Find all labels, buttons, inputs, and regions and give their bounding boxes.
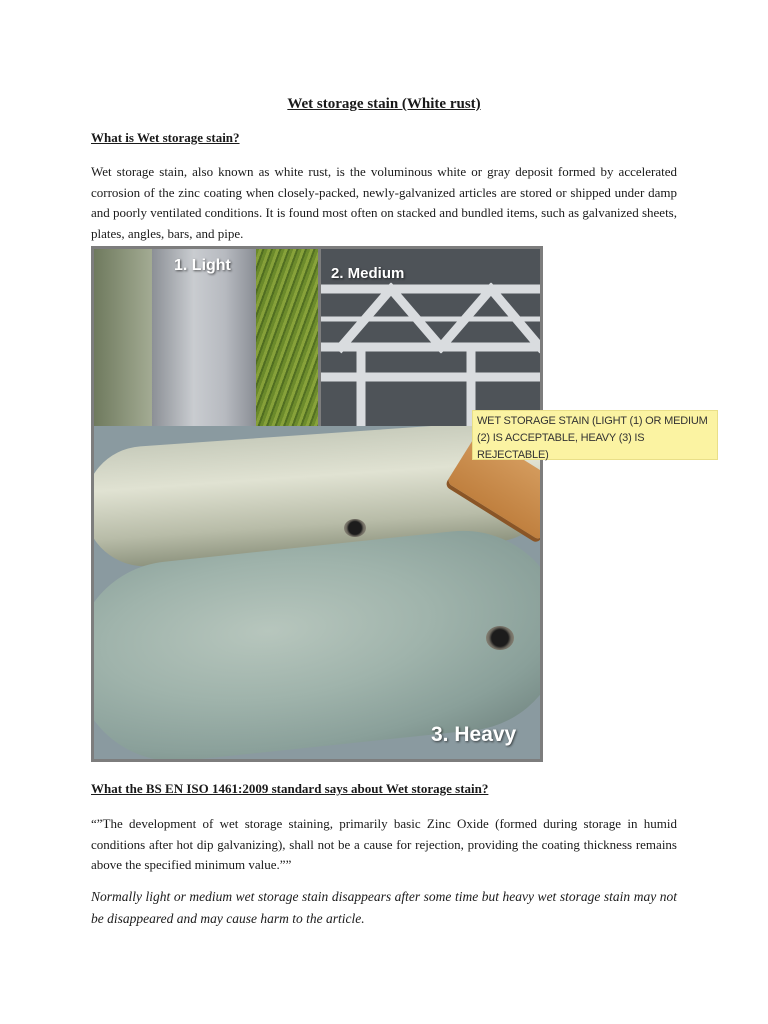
heavy-stain-photo bbox=[94, 426, 540, 759]
section-heading-what-is: What is Wet storage stain? bbox=[91, 130, 240, 145]
wet-storage-stain-figure bbox=[91, 246, 543, 762]
section-heading-standard: What the BS EN ISO 1461:2009 standard says about Wet storage stain? bbox=[91, 781, 489, 796]
pipe-hole bbox=[486, 626, 514, 650]
callout-line-2: (2) IS ACCEPTABLE, HEAVY (3) IS REJECTABLE) bbox=[477, 432, 645, 461]
standard-quote: “”The development of wet storage staining, primarily basic Zinc Oxide (formed during storage in humid conditions after hot dip galvanizing), shall not be a cause for rejection, providing the coating thickness remains above the specified minimum value.”” bbox=[91, 816, 677, 872]
storage-note: Normally light or medium wet storage stain disappears after some time but heavy wet storage stain may not be disappeared and may cause harm to the article. bbox=[91, 889, 677, 926]
acceptance-callout bbox=[472, 410, 718, 460]
document-title: Wet storage stain (White rust) bbox=[287, 96, 481, 112]
label-heavy: 3. Heavy bbox=[431, 723, 517, 746]
callout-line-1: WET STORAGE STAIN (LIGHT (1) OR MEDIUM bbox=[477, 415, 708, 427]
definition-paragraph: Wet storage stain, also known as white rust, is the voluminous white or gray deposit formed by accelerated corrosion of the zinc coating when closely-packed, newly-galvanized articles are stored or shipped under damp and poorly ventilated conditions. It is found most often on stacked and bundled items, such as galvanized sheets, plates, angles, bars, and pipe. bbox=[91, 164, 677, 241]
pipe-hole bbox=[344, 519, 366, 537]
label-light: 1. Light bbox=[174, 257, 231, 274]
label-medium: 2. Medium bbox=[331, 265, 405, 282]
